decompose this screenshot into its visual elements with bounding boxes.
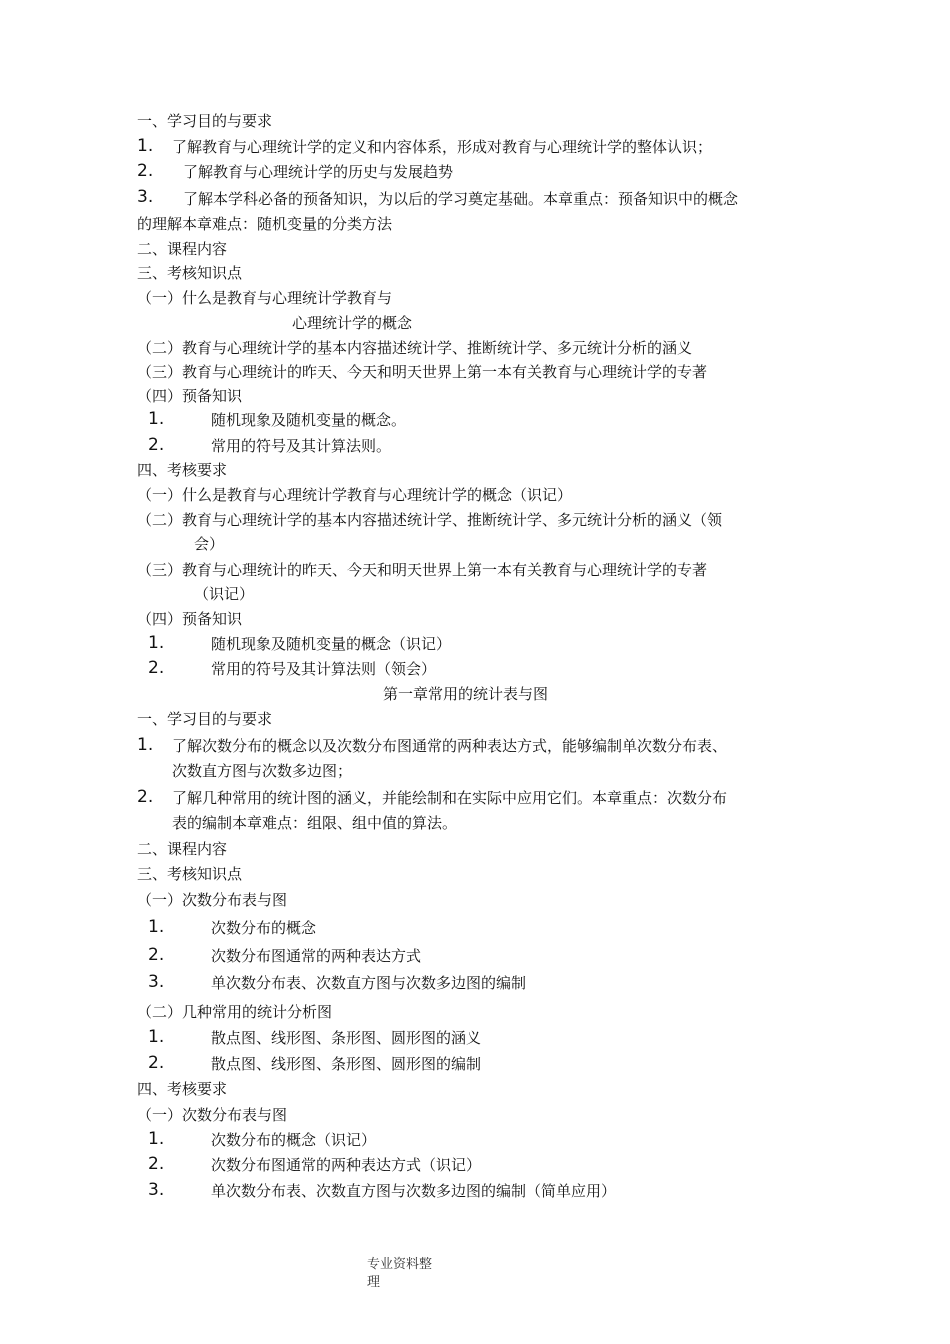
list-item: 了解次数分布的概念以及次数分布图通常的两种表达方式，能够编制单次数分布表、 <box>172 737 728 755</box>
item-number: 1. <box>148 917 165 937</box>
list-item-continuation: 的理解本章难点：随机变量的分类方法 <box>137 215 393 233</box>
footer-text-continuation: 理 <box>367 1275 381 1290</box>
heading-assessment: 四、考核要求 <box>137 461 228 479</box>
item-number: 3. <box>137 187 154 207</box>
heading-knowledge-points: 三、考核知识点 <box>137 264 243 282</box>
subheading: （四）预备知识 <box>137 610 243 628</box>
subheading: （一）什么是教育与心理统计学教育与心理统计学的概念（识记） <box>137 486 573 504</box>
list-item: 了解本学科必备的预备知识，为以后的学习奠定基础。本章重点：预备知识中的概念 <box>183 190 739 208</box>
list-item: 了解教育与心理统计学的定义和内容体系，形成对教育与心理统计学的整体认识； <box>172 138 713 156</box>
subheading-continuation: （识记） <box>194 585 255 603</box>
list-item: 常用的符号及其计算法则（领会） <box>211 660 437 678</box>
subheading: （二）教育与心理统计学的基本内容描述统计学、推断统计学、多元统计分析的涵义 <box>137 339 693 357</box>
subheading: （二）教育与心理统计学的基本内容描述统计学、推断统计学、多元统计分析的涵义（领 <box>137 511 723 529</box>
list-item: 随机现象及随机变量的概念。 <box>211 411 407 429</box>
list-item: 散点图、线形图、条形图、圆形图的编制 <box>211 1055 482 1073</box>
item-number: 2. <box>137 787 154 807</box>
subheading: （三）教育与心理统计的昨天、今天和明天世界上第一本有关教育与心理统计学的专著 <box>137 561 708 579</box>
list-item-continuation: 表的编制本章难点：组限、组中值的算法。 <box>172 814 458 832</box>
subheading-continuation: 心理统计学的概念 <box>292 314 413 332</box>
item-number: 2. <box>148 945 165 965</box>
list-item: 常用的符号及其计算法则。 <box>211 437 392 455</box>
heading-course-content: 二、课程内容 <box>137 240 228 258</box>
subheading: （三）教育与心理统计的昨天、今天和明天世界上第一本有关教育与心理统计学的专著 <box>137 363 708 381</box>
list-item: 随机现象及随机变量的概念（识记） <box>211 635 452 653</box>
list-item: 单次数分布表、次数直方图与次数多边图的编制 <box>211 974 527 992</box>
list-item: 了解教育与心理统计学的历史与发展趋势 <box>183 163 454 181</box>
item-number: 1. <box>148 633 165 653</box>
list-item: 了解几种常用的统计图的涵义，并能绘制和在实际中应用它们。本章重点：次数分布 <box>172 789 728 807</box>
item-number: 1. <box>148 1129 165 1149</box>
subheading-continuation: 会） <box>194 535 225 553</box>
item-number: 2. <box>148 1053 165 1073</box>
subheading: （二）几种常用的统计分析图 <box>137 1003 333 1021</box>
list-item-continuation: 次数直方图与次数多边图； <box>172 762 353 780</box>
item-number: 1. <box>148 409 165 429</box>
subheading: （一）次数分布表与图 <box>137 1106 288 1124</box>
subheading: （一）次数分布表与图 <box>137 891 288 909</box>
list-item: 散点图、线形图、条形图、圆形图的涵义 <box>211 1029 482 1047</box>
item-number: 2. <box>137 161 154 181</box>
heading-course-content: 二、课程内容 <box>137 840 228 858</box>
item-number: 3. <box>148 1180 165 1200</box>
list-item: 次数分布的概念 <box>211 919 317 937</box>
heading-knowledge-points: 三、考核知识点 <box>137 865 243 883</box>
item-number: 1. <box>137 735 154 755</box>
item-number: 1. <box>137 136 154 156</box>
footer-text: 专业资料整 <box>367 1257 433 1272</box>
list-item: 次数分布图通常的两种表达方式 <box>211 947 422 965</box>
item-number: 1. <box>148 1027 165 1047</box>
list-item: 单次数分布表、次数直方图与次数多边图的编制（简单应用） <box>211 1182 617 1200</box>
subheading: （四）预备知识 <box>137 387 243 405</box>
item-number: 2. <box>148 1154 165 1174</box>
item-number: 2. <box>148 658 165 678</box>
list-item: 次数分布图通常的两种表达方式（识记） <box>211 1156 482 1174</box>
heading-learning-goals: 一、学习目的与要求 <box>137 112 273 130</box>
chapter-title: 第一章常用的统计表与图 <box>383 685 549 703</box>
heading-learning-goals: 一、学习目的与要求 <box>137 710 273 728</box>
item-number: 2. <box>148 435 165 455</box>
list-item: 次数分布的概念（识记） <box>211 1131 377 1149</box>
item-number: 3. <box>148 972 165 992</box>
heading-assessment: 四、考核要求 <box>137 1080 228 1098</box>
subheading: （一）什么是教育与心理统计学教育与 <box>137 289 393 307</box>
